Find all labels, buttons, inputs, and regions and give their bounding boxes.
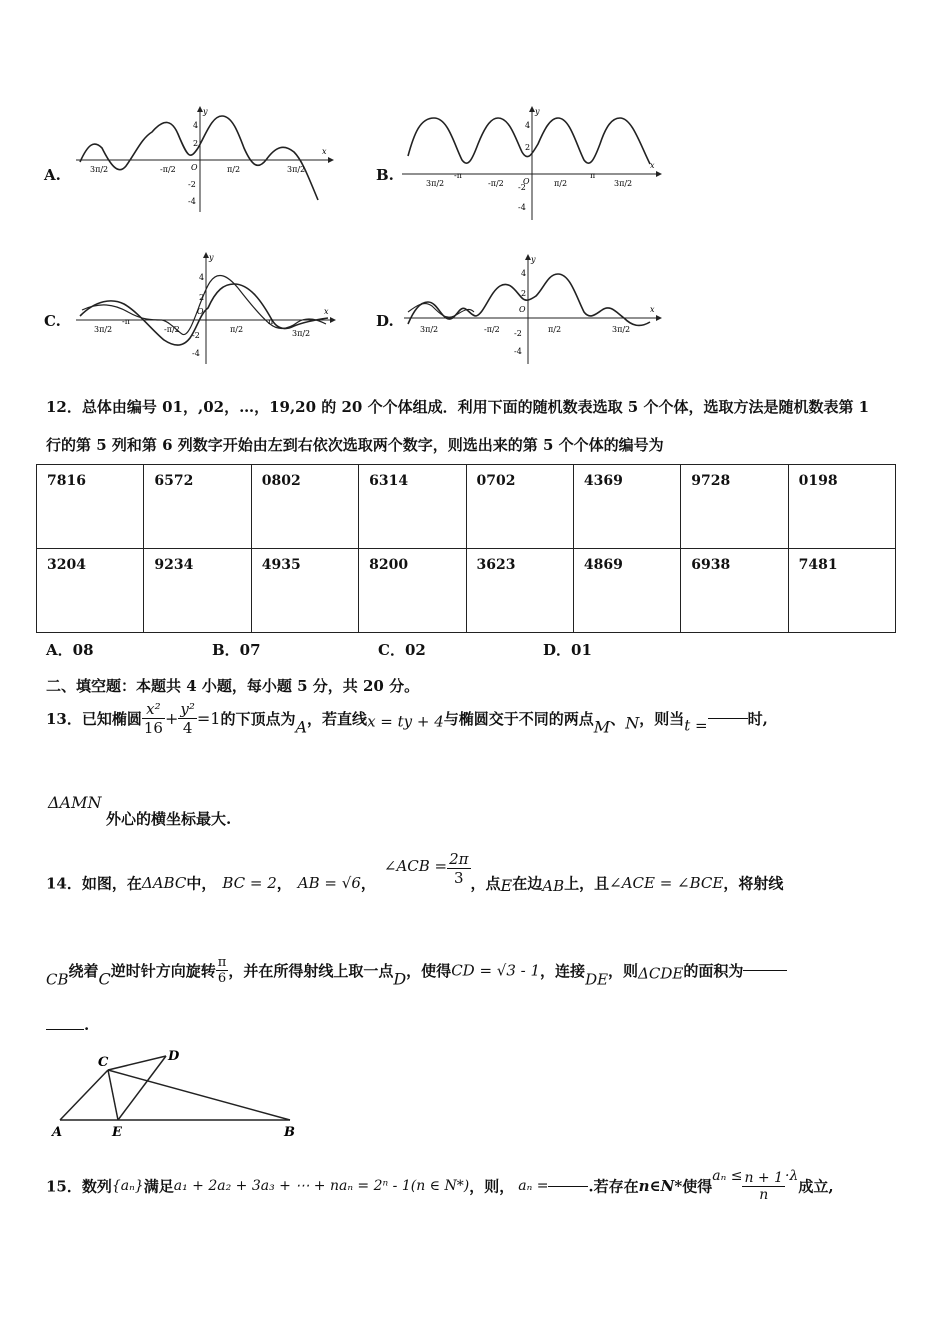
curve-secondary	[82, 275, 326, 334]
q14-line1	[46, 850, 783, 895]
x-tick-label: 3π/2	[614, 179, 633, 188]
origin-label: O	[519, 305, 526, 314]
y-tick-label: 2	[193, 139, 199, 148]
curve-secondary	[408, 304, 474, 318]
fraction-denominator: 4	[182, 719, 193, 737]
q14-text: 14．如图，在	[46, 874, 142, 893]
triangle-cde: ΔCDE	[638, 964, 684, 983]
triangle-amn: ΔAMN	[48, 793, 102, 812]
y-tick-label: -2	[192, 331, 200, 340]
x-tick-label: π	[590, 171, 596, 180]
origin-label: O	[191, 163, 198, 172]
q14-text: ，使得	[406, 962, 452, 980]
angle-acb: ∠ACB =	[383, 857, 448, 875]
point-c: C	[98, 969, 111, 989]
y-tick-label: 4	[521, 269, 527, 278]
x-tick-label: 3π/2	[94, 325, 113, 334]
option-c-label: C.	[44, 312, 61, 330]
label-d: D	[168, 1049, 180, 1064]
an-equals: aₙ =	[518, 1178, 549, 1194]
cd-equation: CD = √3 - 1	[451, 961, 541, 980]
q14-text: 上，且	[564, 874, 610, 893]
q14-text: 的面积为	[683, 962, 744, 980]
random-number-table	[36, 464, 896, 633]
graph-option-d	[400, 252, 662, 366]
y-axis-label: y	[535, 107, 540, 116]
table-cell: 7481	[788, 549, 895, 633]
q12-option-d: D．01	[543, 641, 592, 659]
q14-text: 中，	[186, 874, 217, 893]
plus-sign: +	[164, 709, 179, 728]
answer-blank[interactable]	[46, 1029, 84, 1030]
q15-text: 使得	[682, 1177, 713, 1196]
y-tick-label: -2	[514, 329, 522, 338]
q13-text: ，若直线	[307, 710, 368, 728]
x-axis-arrow	[656, 315, 662, 321]
triangle-figure	[46, 1046, 302, 1140]
x-tick-label: π/2	[548, 325, 562, 334]
table-cell: 6938	[681, 549, 788, 633]
q14-text: .	[84, 1016, 90, 1034]
x-axis-label: x	[322, 147, 327, 156]
table-cell: 8200	[359, 549, 466, 633]
x-axis-arrow	[656, 171, 662, 177]
fraction-denominator: 16	[143, 719, 163, 737]
table-cell: 6314	[359, 465, 466, 549]
x-tick-label: 3π/2	[612, 325, 631, 334]
label-c: C	[98, 1055, 109, 1070]
table-cell: 4869	[573, 549, 680, 633]
option-b-label: B.	[376, 166, 394, 184]
point-n: N	[625, 713, 640, 733]
q15-text: 成立,	[798, 1177, 834, 1196]
fraction-numerator: n + 1	[744, 1169, 784, 1186]
q14-line3	[46, 1016, 89, 1034]
table-row	[37, 465, 896, 549]
fraction-denominator: 3	[454, 869, 464, 887]
answer-blank[interactable]	[743, 970, 787, 971]
x-tick-label: 3π/2	[426, 179, 445, 188]
q15-text: .若存在	[588, 1177, 639, 1196]
q12-line2: 行的第 5 列和第 6 列数字开始由左到右依次选取两个数字，则选出来的第 5 个个体的编号为	[46, 436, 664, 454]
fraction	[447, 850, 470, 887]
q14-text: ，	[360, 874, 376, 893]
table-cell: 7816	[37, 465, 144, 549]
y-tick-label: -2	[188, 180, 196, 189]
fraction-denominator: n	[759, 1186, 769, 1203]
fraction	[742, 1170, 785, 1203]
fraction-numerator: x²	[142, 700, 165, 719]
y-tick-label: -4	[514, 347, 522, 356]
segment-de: DE	[585, 970, 609, 989]
ray-cb: CB	[46, 970, 69, 989]
fraction-numerator: π	[217, 955, 227, 970]
fraction	[142, 700, 165, 737]
q15-text: 满足	[143, 1177, 174, 1196]
q12-line1: 12．总体由编号 01，,02，…，19,20 的 20 个个体组成．利用下面的随机数表选取 5 个个体，选取方法是随机数表第 1	[46, 398, 870, 416]
table-cell: 0802	[251, 465, 358, 549]
segment-ab: AB	[542, 877, 565, 895]
table-cell: 0702	[466, 465, 573, 549]
line-equation: x = ty + 4	[367, 712, 444, 731]
q13-text: ，则当	[639, 710, 685, 728]
segment-cb	[108, 1070, 290, 1120]
x-tick-label: -π/2	[484, 325, 500, 334]
label-a: A	[52, 1125, 63, 1140]
label-e: E	[112, 1125, 122, 1140]
y-tick-label: -2	[518, 183, 526, 192]
x-tick-label: 3π/2	[420, 325, 439, 334]
y-tick-label: 2	[521, 289, 527, 298]
y-axis-label: y	[203, 107, 208, 116]
x-tick-label: -π/2	[164, 325, 180, 334]
x-tick-label: π/2	[230, 325, 244, 334]
n-in-n-star: n∈N*	[638, 1177, 683, 1195]
origin-label: O	[197, 307, 204, 316]
point-d: D	[393, 969, 407, 989]
x-tick-label: π/2	[227, 165, 241, 174]
table-cell: 6572	[144, 465, 251, 549]
label-b: B	[284, 1125, 295, 1140]
y-tick-label: -4	[188, 197, 196, 206]
x-tick-label: π	[268, 317, 274, 326]
t-equals: t =	[684, 716, 708, 735]
table-cell: 3204	[37, 549, 144, 633]
q12-option-c: C．02	[378, 641, 426, 659]
q14-text: 逆时针方向旋转	[110, 962, 216, 980]
graph-option-b	[398, 104, 662, 222]
point-a: A	[295, 717, 308, 737]
q15-text: ，则，	[469, 1177, 515, 1196]
sum-equation: a₁ + 2a₂ + 3a₃ + ⋯ + naₙ = 2ⁿ - 1(n ∈ N*)	[173, 1178, 470, 1194]
q13-text: 13．已知椭圆	[46, 710, 142, 728]
q13-text: 与椭圆交于不同的两点	[443, 710, 594, 728]
angle-equation: ∠ACE = ∠BCE	[609, 874, 724, 892]
q14-text: 在边	[512, 874, 543, 893]
q15-text: 15．数列	[46, 1177, 112, 1196]
option-a-label: A.	[44, 166, 61, 184]
segment-ac	[60, 1070, 108, 1120]
q15-line1	[46, 1168, 834, 1203]
q13-line2: 外心的横坐标最大.	[106, 810, 232, 828]
fraction	[216, 955, 229, 986]
option-d-label: D.	[376, 312, 394, 330]
q14-text: ，则	[608, 962, 639, 980]
x-tick-label: -π/2	[488, 179, 504, 188]
y-tick-label: 4	[199, 273, 205, 282]
ab-equation: AB = √6	[297, 874, 361, 892]
x-tick-label: -π/2	[160, 165, 176, 174]
triangle-abc: ΔABC	[141, 874, 187, 892]
q14-text: ，点	[470, 874, 501, 893]
table-cell: 3623	[466, 549, 573, 633]
graph-option-a	[72, 104, 334, 214]
q13-text: 的下顶点为	[220, 710, 296, 728]
x-tick-label: -π	[122, 317, 130, 326]
x-axis-label: x	[650, 161, 655, 170]
table-cell: 4935	[251, 549, 358, 633]
point-m: M	[593, 717, 611, 737]
table-cell: 9728	[681, 465, 788, 549]
y-tick-label: 2	[199, 293, 205, 302]
y-tick-label: 4	[193, 121, 199, 130]
segment-ce	[108, 1070, 118, 1120]
x-tick-label: 3π/2	[292, 329, 311, 338]
table-cell: 4369	[573, 465, 680, 549]
y-axis-label: y	[531, 255, 536, 264]
y-axis-label: y	[209, 253, 214, 262]
y-tick-label: 4	[525, 121, 531, 130]
sequence: {aₙ}	[111, 1178, 144, 1194]
curve	[80, 116, 318, 200]
answer-blank[interactable]	[708, 718, 748, 719]
y-tick-label: -4	[518, 203, 526, 212]
q14-text: ，并在所得射线上取一点	[228, 962, 394, 980]
x-tick-label: π/2	[554, 179, 568, 188]
fraction-denominator: 6	[217, 971, 227, 986]
q12-option-b: B．07	[212, 641, 261, 659]
point-e: E	[500, 876, 513, 895]
x-axis-label: x	[324, 307, 329, 316]
table-cell: 9234	[144, 549, 251, 633]
y-tick-label: 2	[525, 143, 531, 152]
fraction	[178, 700, 197, 737]
x-axis-arrow	[330, 317, 336, 323]
q13-text: 时,	[747, 710, 768, 728]
fraction-numerator: 2π	[449, 850, 469, 868]
q13-line1	[46, 700, 926, 737]
x-axis-label: x	[650, 305, 655, 314]
x-tick-label: -π	[454, 171, 462, 180]
q14-text: ，	[276, 874, 292, 893]
graph-option-c	[72, 250, 336, 366]
x-tick-label: 3π/2	[287, 165, 306, 174]
an-leq: aₙ ≤	[712, 1168, 743, 1184]
x-tick-label: 3π/2	[90, 165, 109, 174]
answer-blank[interactable]	[548, 1186, 588, 1187]
q14-text: ，连接	[540, 962, 586, 980]
y-tick-label: -4	[192, 349, 200, 358]
q14-text: 绕着	[68, 962, 99, 980]
equals-one: =1	[196, 709, 221, 728]
table-cell: 0198	[788, 465, 895, 549]
origin-label: O	[523, 177, 530, 186]
table-row	[37, 549, 896, 633]
q12-option-a: A．08	[46, 641, 94, 659]
q13-text: 、	[610, 710, 626, 728]
fraction-numerator: y²	[180, 700, 195, 718]
q14-text: ，将射线	[723, 874, 784, 893]
section-heading: 二、填空题：本题共 4 小题，每小题 5 分，共 20 分。	[46, 677, 420, 695]
lambda: ·λ	[785, 1168, 799, 1184]
bc-equation: BC = 2	[222, 874, 277, 892]
q14-line2	[46, 955, 787, 989]
x-axis-arrow	[328, 157, 334, 163]
